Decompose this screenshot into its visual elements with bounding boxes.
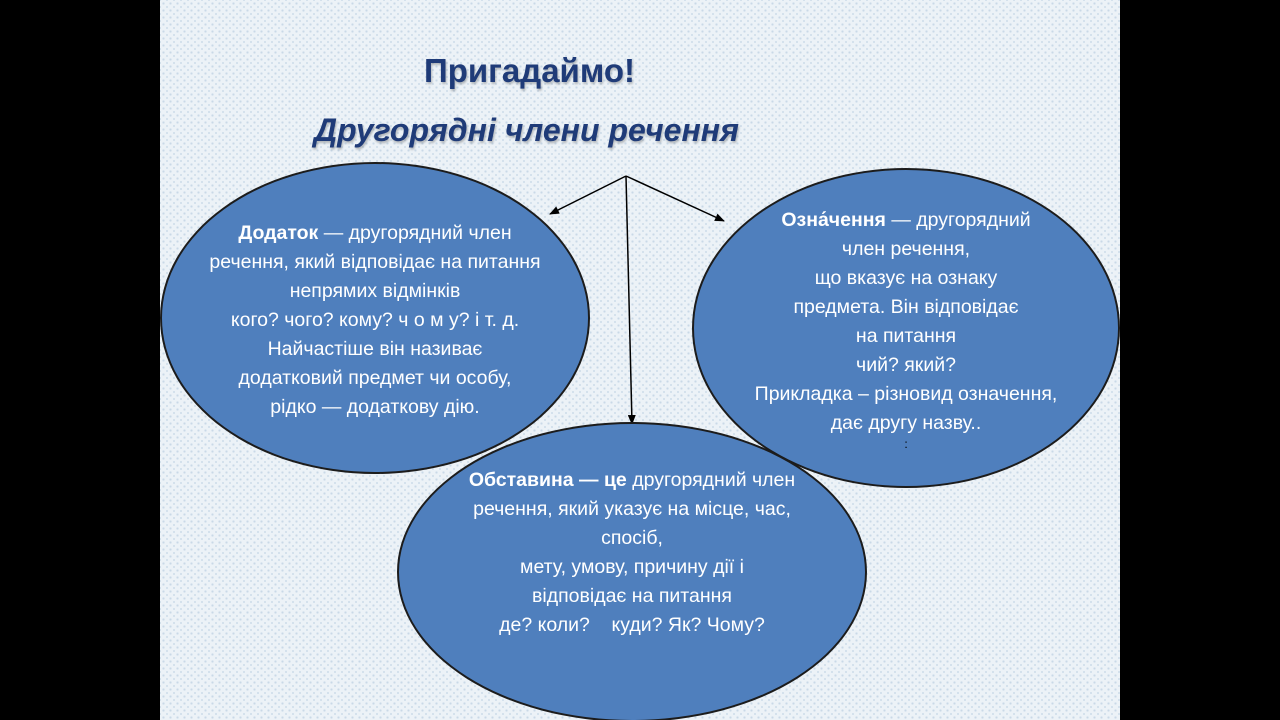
oznachennia-line-8: дає другу назву.. (830, 412, 982, 434)
oval-oznachennia (692, 168, 1120, 488)
oznachennia-term: Озна́чення (781, 209, 886, 231)
oznachennia-line-3: що вказує на ознаку (814, 267, 998, 289)
obstavyna-term: Обставина — це (468, 469, 627, 491)
oznachennia-line-9: : (904, 437, 908, 451)
arrow-to-obstavyna (626, 176, 632, 424)
oznachennia-line-4: предмета. Він відповідає (793, 296, 1019, 318)
dodatok-line-1: Додаток — другорядний член (238, 221, 512, 244)
dodatok-line-5: Найчастіше він називає (267, 337, 483, 360)
obstavyna-line-6: де? коли? куди? Як? Чому? (499, 614, 765, 636)
oznachennia-line-7: Прикладка – різновид означення, (754, 383, 1058, 405)
dodatok-line-7: рідко — додаткову дію. (270, 395, 480, 418)
obstavyna-line-4: мету, умову, причину дії і (520, 556, 744, 578)
dodatok-line-6: додатковий предмет чи особу, (238, 366, 512, 389)
obstavyna-line-5: відповідає на питання (532, 585, 732, 607)
obstavyna-line-2: речення, який указує на місце, час, (473, 498, 791, 520)
dodatok-line-4: кого? чого? кому? ч о м у? і т. д. (230, 308, 520, 331)
oval-dodatok (160, 162, 590, 474)
oznachennia-line-2: член речення, (841, 238, 971, 260)
obstavyna-line-3: спосіб, (601, 527, 663, 549)
oval-obstavyna (397, 422, 867, 720)
oznachennia-line-5: на питання (855, 325, 957, 347)
oznachennia-line-6: чий? який? (856, 354, 956, 376)
slide (160, 0, 1120, 720)
slide-title: Пригадаймо! (424, 52, 635, 89)
dodatok-term: Додаток (238, 221, 319, 244)
dodatok-line-3: непрямих відмінків (289, 279, 461, 302)
arrow-to-dodatok (550, 176, 626, 214)
obstavyna-line-1: Обставина — це другорядний член (468, 469, 796, 491)
slide-subtitle: Другорядні члени речення (314, 112, 739, 148)
oznachennia-line-1: Озна́чення — другорядний (781, 209, 1031, 231)
dodatok-line-2: речення, який відповідає на питання (209, 250, 541, 273)
arrow-to-oznachennia (626, 176, 724, 221)
